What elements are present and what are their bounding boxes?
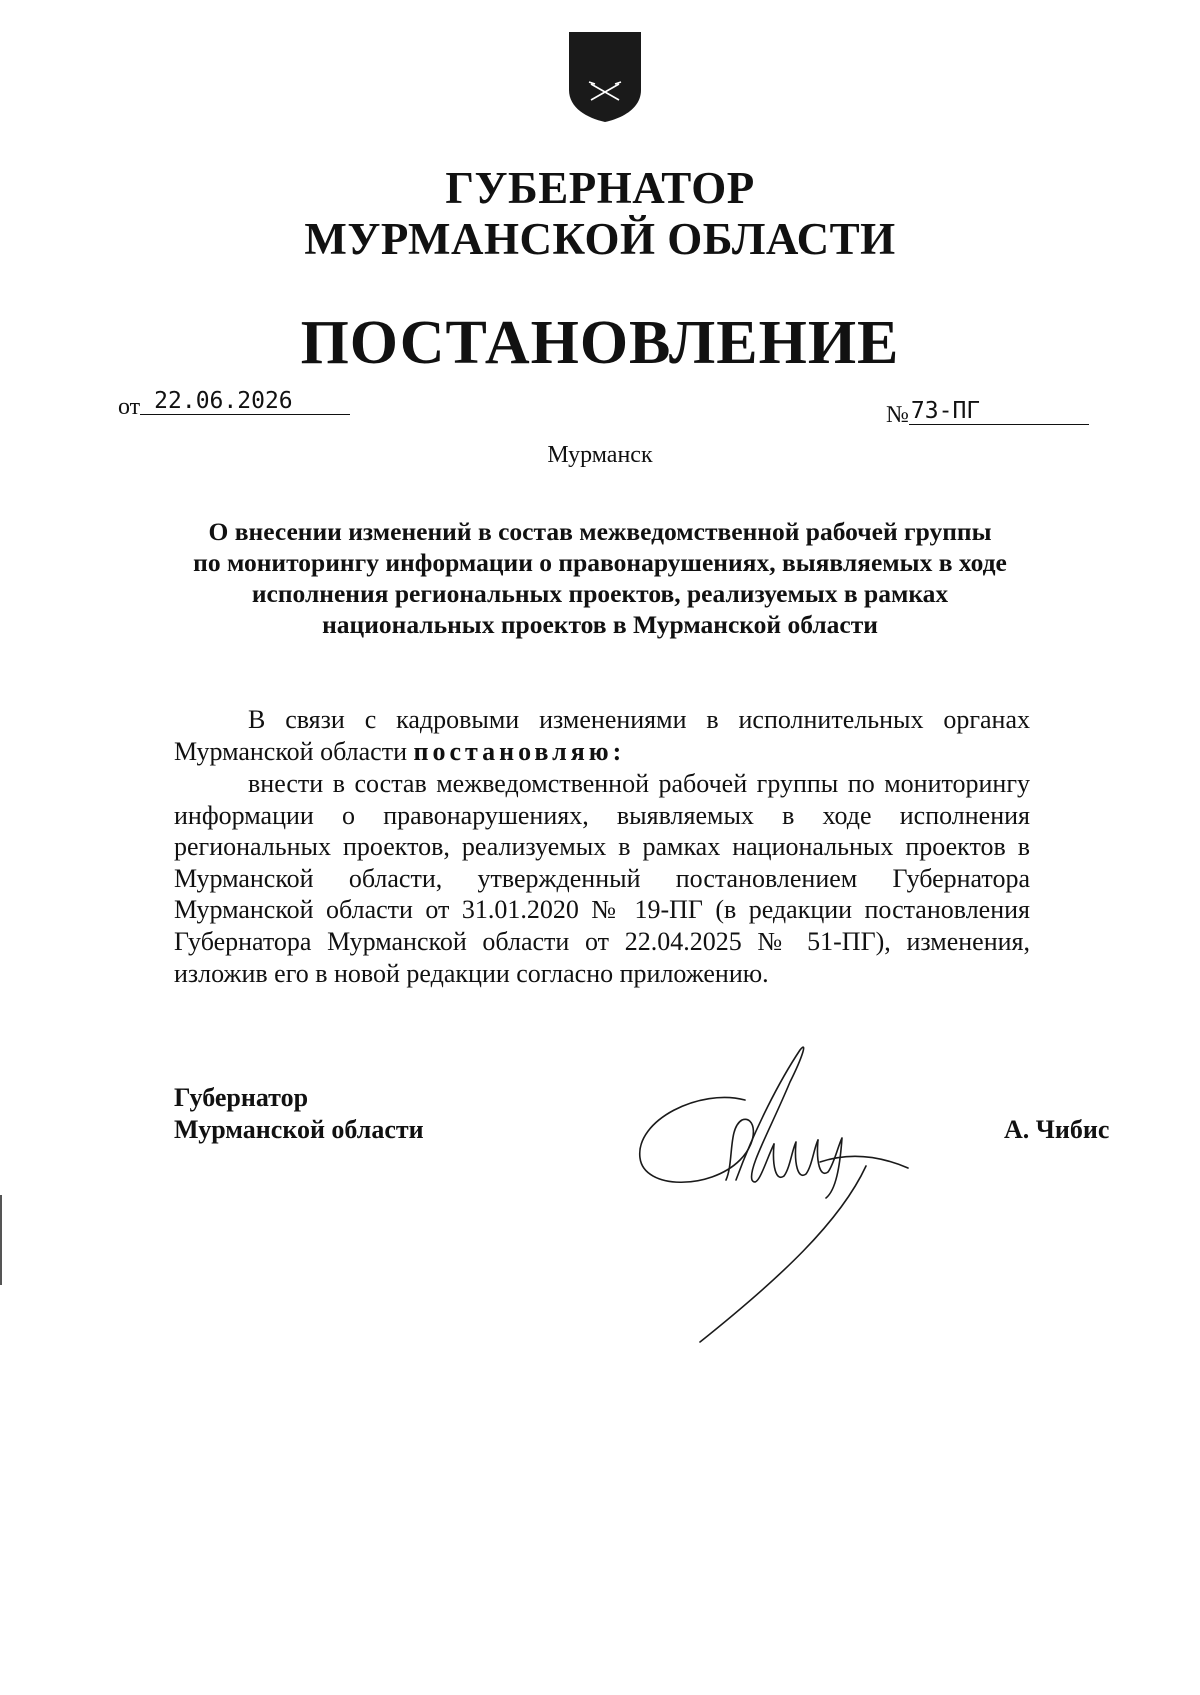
decree-word: постановляю: [413,736,626,766]
date-value: 22.06.2026 [140,388,350,415]
signatory-title-line2: Мурманской области [174,1115,424,1144]
paragraph-text: внести в состав межведомственной рабочей группы по мониторингу информации о правонарушениях, выявляемых в ходе исполнения региональных проектов, реализуемых в рамках национальных проектов в Мурманской области, утвержденный постановлением Губернатора Мурманской области от 31.01.2020 № 19-ПГ (в редакции постановления Губернатора Мурманской области от 22.04.2025 № 51-ПГ), изменения, изложив его в новой редакции согласно приложению. [174,769,1030,988]
authority-title-line1: ГУБЕРНАТОР [445,163,755,213]
signatory-name: А. Чибис [1004,1115,1110,1144]
number-value: 73-ПГ [909,398,1089,425]
subject-line: национальных проектов в Мурманской области [322,610,878,639]
signatory-title [174,1082,424,1146]
body-paragraph-2 [174,768,1030,989]
paragraph-text: В связи с кадровыми изменениями в исполнительных органах Мурманской области [174,705,1030,766]
body-paragraph-1 [174,704,1030,767]
subject-line: по мониторингу информации о правонарушениях, выявляемых в ходе [193,548,1007,577]
subject-line: исполнения региональных проектов, реализуемых в рамках [251,579,949,608]
subject-line: О внесении изменений в состав межведомственной рабочей группы [208,517,992,546]
number-field [886,400,1089,430]
authority-title-line2: МУРМАНСКОЙ ОБЛАСТИ [304,214,896,264]
coat-of-arms-icon [565,28,645,124]
date-field [118,388,350,422]
document-subject [170,516,1030,640]
number-prefix: № [886,402,909,428]
scan-margin-mark [0,1195,2,1285]
city: Мурманск [547,442,653,468]
date-prefix: от [118,394,141,420]
document-type: ПОСТАНОВЛЕНИЕ [300,309,900,377]
handwritten-signature-icon [630,1040,950,1360]
signatory-title-line1: Губернатор [174,1083,309,1112]
